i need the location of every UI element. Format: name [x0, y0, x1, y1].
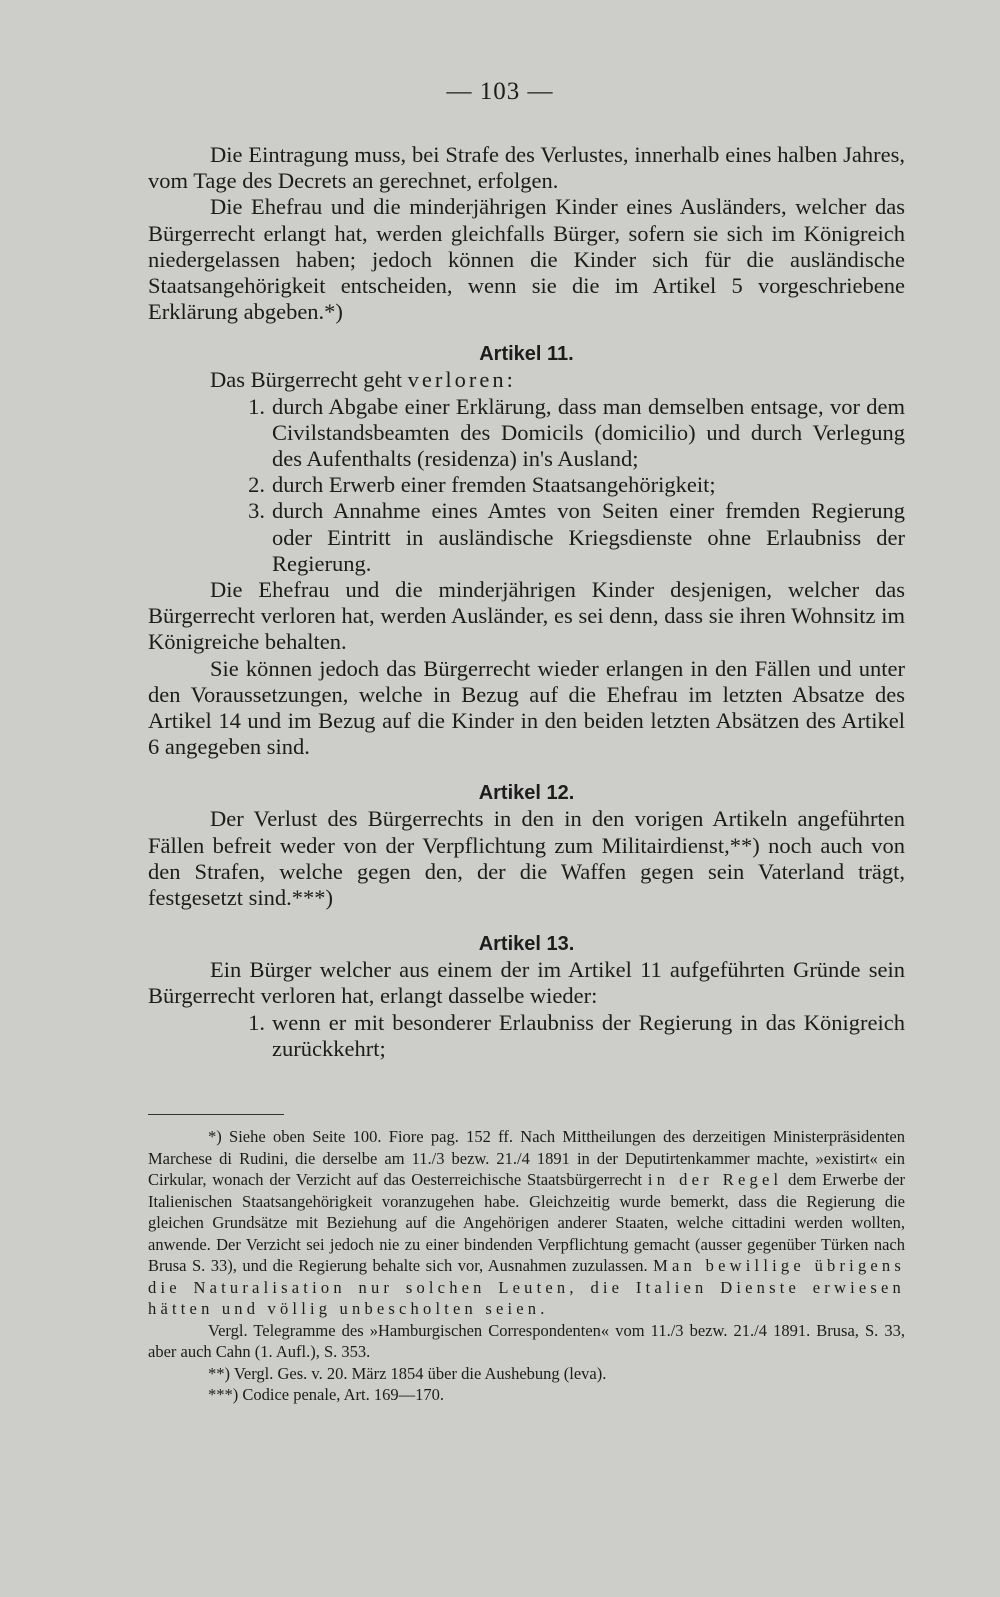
- intro-emphasis: verloren:: [407, 367, 516, 393]
- item-number: 1.: [248, 1009, 265, 1035]
- article-intro: [148, 367, 905, 393]
- footnote: [148, 1126, 905, 1320]
- article-heading: Artikel 13.: [478, 933, 575, 956]
- paragraph: Sie können jedoch das Bürgerrecht wieder erlangen in den Fällen und unter den Voraussetzungen, welche in Bezug auf die Ehefrau im letzten Absatze des Artikel 14 und im Bezug auf die Kinder in den beiden letzten Absätzen des Artikel 6 angegeben sind.: [148, 655, 905, 760]
- item-text: durch Abgabe einer Erklärung, dass man demselben entsage, vor dem Civilstandsbeamten des Domicils (domicilio) und durch Verlegung des Aufenthalts (residenza) in's Ausland;: [272, 393, 905, 472]
- list-item: [148, 1010, 905, 1062]
- item-number: 2.: [248, 472, 265, 498]
- article-heading: Artikel 12.: [478, 782, 575, 805]
- item-number: 3.: [248, 498, 265, 524]
- article-heading: Artikel 11.: [479, 343, 574, 366]
- footnote: **) Vergl. Ges. v. 20. März 1854 über die Aushebung (leva).: [208, 1363, 607, 1383]
- paragraph: Der Verlust des Bürgerrechts in den in den vorigen Artikeln angeführten Fällen befreit weder von der Verpflichtung zum Militairdienst,**) noch auch von den Strafen, welche gegen den, der die Waffen gegen sein Vaterland trägt, festgesetzt sind.***): [148, 806, 905, 911]
- paragraph: Die Ehefrau und die minderjährigen Kinder desjenigen, welcher das Bürgerrecht verloren hat, werden Ausländer, es sei denn, dass sie ihren Wohnsitz im Königreiche behalten.: [148, 577, 905, 655]
- item-text: wenn er mit besonderer Erlaubniss der Regierung in das Königreich zurückkehrt;: [272, 1009, 905, 1061]
- item-text: durch Erwerb einer fremden Staatsangehörigkeit;: [272, 472, 716, 498]
- page-number: — 103 —: [446, 78, 554, 105]
- list-item: [148, 472, 905, 498]
- list-item: [148, 498, 905, 577]
- paragraph: Die Eintragung muss, bei Strafe des Verlustes, innerhalb eines halben Jahres, vom Tage des Decrets an gerechnet, erfolgen.: [148, 142, 905, 194]
- footnote-divider: [148, 1114, 284, 1115]
- intro-text: Das Bürgerrecht geht: [210, 367, 408, 393]
- footnote-emphasis: in der Regel: [647, 1170, 783, 1189]
- footnotes: [148, 1126, 905, 1406]
- item-number: 1.: [248, 393, 265, 419]
- list-item: [148, 394, 905, 473]
- footnote-text: *) Siehe oben Seite 100. Fiore pag. 152 ff. Nach Mittheilungen des derzeitigen Ministerpräsidenten Marchese di Rudini, die derselbe am 11./3 bezw. 21./4 1891 in der Deputirtenkammer machte, »existirt« ein Cirkular, wonach der Verzicht auf das Oesterreichische Staatsbürgerrecht: [148, 1127, 905, 1189]
- paragraph: Die Ehefrau und die minderjährigen Kinder eines Ausländers, welcher das Bürgerrecht erlangt hat, werden gleichfalls Bürger, sofern sie sich im Königreich niedergelassen haben; jedoch können die Kinder sich für die ausländische Staatsangehörigkeit entscheiden, wenn sie die im Artikel 5 vorgeschriebene Erklärung abgeben.*): [148, 194, 905, 325]
- article-intro: Ein Bürger welcher aus einem der im Artikel 11 aufgeführten Gründe sein Bürgerrecht verloren hat, erlangt dasselbe wieder:: [148, 957, 905, 1009]
- footnote-emphasis: Man bewillige übrigens die Naturalisation nur solchen Leuten, die Italien Dienste erwiesen hätten und völlig unbescholten seien.: [148, 1256, 905, 1318]
- item-text: durch Annahme eines Amtes von Seiten einer fremden Regierung oder Eintritt in ausländische Kriegsdienste ohne Erlaubniss der Regierung.: [272, 498, 905, 576]
- footnote-text: dem Erwerbe der Italienischen Staatsangehörigkeit voranzugehen habe. Gleichzeitig wurde bemerkt, dass die Regierung die gleichen Grundsätze mit Beziehung auf die Angehörigen anderer Staaten, welche cittadini werden wollten, anwende. Der Verzicht sei jedoch nie zu einer bindenden Verpflichtung gemacht (ausser gegenüber Türken nach Brusa S. 33), und die Regierung behalte sich vor, Ausnahmen zuzulassen.: [148, 1170, 905, 1275]
- footnote-reference: Vergl. Telegramme des »Hamburgischen Correspondenten« vom 11./3 bezw. 21./4 1891. Brusa, S. 33, aber auch Cahn (1. Aufl.), S. 353.: [148, 1320, 905, 1361]
- main-text: [148, 142, 905, 1062]
- footnote: ***) Codice penale, Art. 169—170.: [208, 1385, 444, 1404]
